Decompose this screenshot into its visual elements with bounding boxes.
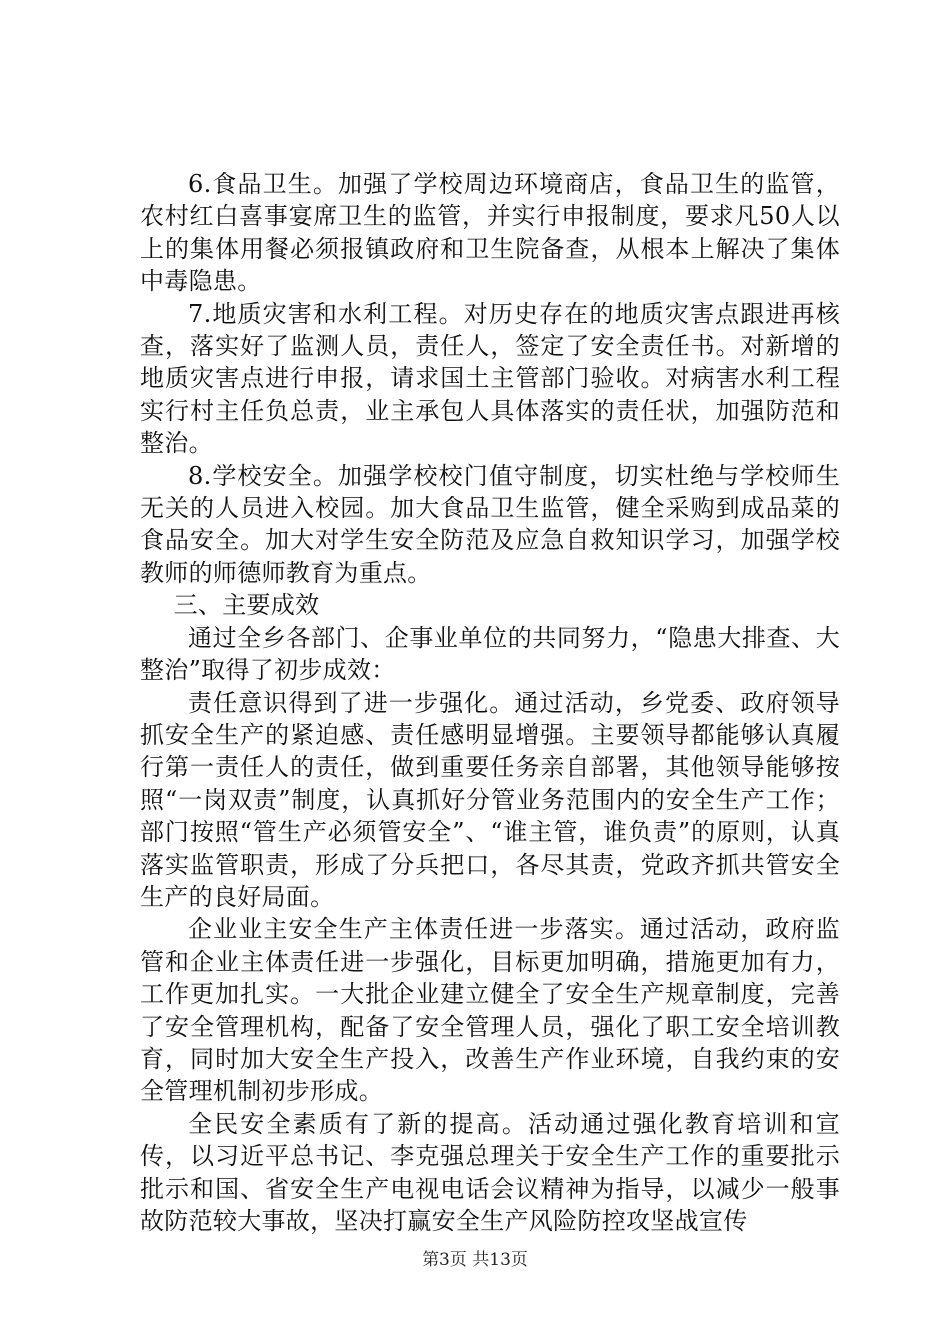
paragraph-food-hygiene: 6.食品卫生。加强了学校周边环境商店，食品卫生的监管，农村红白喜事宴席卫生的监管，并实行申报制度，要求凡50人以上的集体用餐必须报镇政府和卫生院备查，从根本上解决了集体中毒隐患。 (140, 170, 840, 296)
document-body (140, 168, 840, 1237)
section-heading-main-results: 三、主要成效 (173, 591, 320, 620)
paragraph-enterprise-responsibility: 企业业主安全生产主体责任进一步落实。通过活动，政府监管和企业主体责任进一步强化，目标更加明确，措施更加有力，工作更加扎实。一大批企业建立健全了安全生产规章制度，完善了安全管理机构，配备了安全管理人员，强化了职工安全培训教育，同时加大安全生产投入，改善生产作业环境，自我约束的安全管理机制初步形成。 (140, 915, 840, 1106)
paragraph-results-intro: 通过全乡各部门、企事业单位的共同努力，“隐患大排查、大整治”取得了初步成效： (140, 623, 840, 685)
paragraph-responsibility: 责任意识得到了进一步强化。通过活动，乡党委、政府领导抓安全生产的紧迫感、责任感明显增强。主要领导都能够认真履行第一责任人的责任，做到重要任务亲自部署，其他领导能够按照“一岗双责”制度，认真抓好分管业务范围内的安全生产工作；部门按照“管生产必须管安全”、“谁主管，谁负责”的原则，认真落实监管职责，形成了分兵把口，各尽其责，党政齐抓共管安全生产的良好局面。 (140, 688, 840, 911)
paragraph-public-safety: 全民安全素质有了新的提高。活动通过强化教育培训和宣传，以习近平总书记、李克强总理关于安全生产工作的重要批示批示和国、省安全生产电视电话会议精神为指导，以减少一般事故防范较大事故，坚决打赢安全生产风险防控攻坚战宣传 (140, 1109, 840, 1235)
paragraph-school-safety: 8.学校安全。加强学校校门值守制度，切实杜绝与学校师生无关的人员进入校园。加大食品卫生监管，健全采购到成品菜的食品安全。加大对学生安全防范及应急自救知识学习，加强学校教师的师德师教育为重点。 (140, 461, 840, 587)
page-number-footer: 第3页 共13页 (422, 1250, 528, 1270)
paragraph-geological-water: 7.地质灾害和水利工程。对历史存在的地质灾害点跟进再核查，落实好了监测人员，责任人，签定了安全责任书。对新增的地质灾害点进行申报，请求国土主管部门验收。对病害水利工程实行村主任负总责，业主承包人具体落实的责任状，加强防范和整治。 (140, 299, 840, 458)
